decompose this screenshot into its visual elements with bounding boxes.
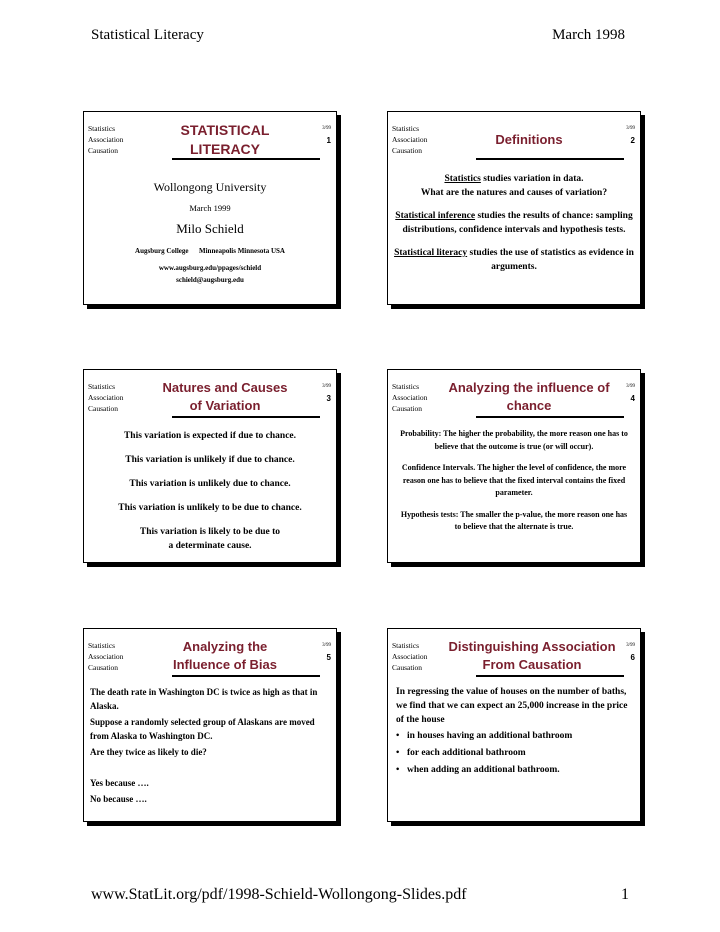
slide-sidebar bbox=[392, 123, 427, 156]
slide-date: 3/99 bbox=[322, 643, 331, 648]
statement-line: This variation is unlikely due to chance. bbox=[129, 479, 291, 489]
term-literacy: Statistical literacy bbox=[394, 248, 468, 258]
sidebar-statistics: Statistics bbox=[392, 382, 420, 391]
slide-body bbox=[90, 686, 330, 807]
slide-title bbox=[434, 379, 624, 415]
definition-statistics bbox=[394, 172, 634, 186]
affiliation-city: Minneapolis Minnesota USA bbox=[199, 247, 285, 255]
sidebar-statistics: Statistics bbox=[392, 124, 420, 133]
slide-sidebar bbox=[88, 123, 123, 156]
sidebar-causation: Causation bbox=[392, 404, 422, 413]
slide-title-line-2: From Causation bbox=[482, 657, 582, 672]
slide-body bbox=[396, 685, 634, 777]
sidebar-causation: Causation bbox=[88, 404, 118, 413]
slide-title-line-2: Influence of Bias bbox=[172, 657, 278, 672]
statement-line: This variation is likely to be due to bbox=[139, 527, 281, 537]
statement-line: This variation is expected if due to chance. bbox=[123, 431, 297, 441]
slide-body bbox=[394, 172, 634, 274]
definition-inference bbox=[394, 209, 634, 237]
affiliation-college: Augsburg College bbox=[135, 247, 189, 255]
sidebar-statistics: Statistics bbox=[88, 641, 116, 650]
slide-sidebar bbox=[392, 640, 427, 673]
sidebar-association: Association bbox=[88, 393, 124, 402]
slide-title: Definitions bbox=[495, 132, 563, 147]
slide-number: 6 bbox=[630, 653, 635, 662]
slide-date: 3/99 bbox=[322, 126, 331, 131]
sidebar-statistics: Statistics bbox=[392, 641, 420, 650]
scenario-paragraph: Suppose a randomly selected group of Alaskans are moved from Alaska to Washington DC. bbox=[90, 717, 315, 741]
statement-line: This variation is unlikely to be due to chance. bbox=[118, 503, 302, 513]
slide-title-line-1: Natures and Causes bbox=[162, 380, 288, 395]
term-inference: Statistical inference bbox=[395, 211, 476, 221]
slide-number: 4 bbox=[630, 394, 635, 403]
slide-body bbox=[400, 428, 628, 534]
slide-title-line-1: Analyzing the bbox=[182, 639, 268, 654]
header-date: March 1998 bbox=[552, 27, 625, 43]
hypothesis-paragraph: Hypothesis tests: The smaller the p-value, the more reason one has to believe that the alternate is true. bbox=[400, 509, 628, 531]
slide-title-line-1: STATISTICAL bbox=[180, 122, 270, 138]
title-rule bbox=[172, 675, 320, 677]
slide-body bbox=[90, 180, 330, 284]
sidebar-association: Association bbox=[392, 135, 428, 144]
term-statistics: Statistics bbox=[444, 174, 481, 184]
sidebar-association: Association bbox=[88, 652, 124, 661]
slide-body bbox=[90, 429, 330, 553]
header-title: Statistical Literacy bbox=[91, 27, 204, 43]
definition-literacy bbox=[394, 246, 634, 274]
definition-text: studies variation in data. bbox=[480, 174, 584, 184]
slide-title-line-1: Analyzing the influence of bbox=[448, 380, 610, 395]
slide-date: 3/99 bbox=[626, 384, 635, 389]
author: Milo Schield bbox=[176, 221, 244, 236]
bullet-item: • in houses having an additional bathroom bbox=[396, 729, 634, 743]
slide-title bbox=[130, 121, 320, 159]
sidebar-association: Association bbox=[392, 393, 428, 402]
slide-4 bbox=[387, 369, 641, 563]
slide-1 bbox=[83, 111, 337, 305]
definition-text: studies the results of chance: sampling distributions, confidence intervals and hypothesis tests. bbox=[402, 211, 633, 235]
talk-date: March 1999 bbox=[189, 203, 231, 213]
slide-title-line-2: chance bbox=[506, 398, 552, 413]
regression-paragraph: In regressing the value of houses on the number of baths, we find that we can expect an 25,000 increase in the price of the house bbox=[396, 687, 628, 725]
sidebar-statistics: Statistics bbox=[88, 124, 116, 133]
premise-paragraph: The death rate in Washington DC is twice as high as that in Alaska. bbox=[90, 687, 318, 711]
slide-number: 2 bbox=[630, 136, 635, 145]
title-rule bbox=[476, 675, 624, 677]
slide-5 bbox=[83, 628, 337, 822]
question-line: What are the natures and causes of variation? bbox=[420, 188, 608, 198]
sidebar-association: Association bbox=[88, 135, 124, 144]
slide-title bbox=[130, 379, 320, 415]
slide-date: 3/99 bbox=[322, 384, 331, 389]
bullet-list bbox=[396, 729, 634, 777]
title-rule bbox=[172, 416, 320, 418]
footer-page-number: 1 bbox=[621, 886, 629, 903]
sidebar-causation: Causation bbox=[88, 663, 118, 672]
slide-date: 3/99 bbox=[626, 126, 635, 131]
sidebar-causation: Causation bbox=[88, 146, 118, 155]
sidebar-causation: Causation bbox=[392, 663, 422, 672]
slide-number: 5 bbox=[326, 653, 331, 662]
slide-title bbox=[130, 638, 320, 674]
slide-number: 3 bbox=[326, 394, 331, 403]
slide-3 bbox=[83, 369, 337, 563]
answer-no: No because …. bbox=[90, 794, 147, 804]
confidence-paragraph: Confidence Intervals. The higher the level of confidence, the more reason one has to believe that the fixed interval contains the fixed parameter. bbox=[401, 463, 627, 497]
email-address: schield@augsburg.edu bbox=[176, 276, 244, 284]
affiliation bbox=[90, 247, 330, 255]
title-rule bbox=[172, 158, 320, 160]
slide-title bbox=[440, 638, 624, 674]
slide-sidebar bbox=[88, 381, 123, 414]
title-rule bbox=[476, 158, 624, 160]
slide-number: 1 bbox=[326, 136, 331, 145]
statement-line: This variation is unlikely if due to chance. bbox=[125, 455, 295, 465]
title-rule bbox=[476, 416, 624, 418]
web-address: www.augsburg.edu/ppages/schield bbox=[158, 264, 262, 272]
definition-text: studies the use of statistics as evidence in arguments. bbox=[467, 248, 634, 272]
bullet-item: • for each additional bathroom bbox=[396, 746, 634, 760]
statement-line: a determinate cause. bbox=[168, 541, 252, 551]
sidebar-causation: Causation bbox=[392, 146, 422, 155]
slide-title-line-2: LITERACY bbox=[190, 141, 260, 157]
university: Wollongong University bbox=[153, 180, 267, 194]
slide-2 bbox=[387, 111, 641, 305]
probability-paragraph: Probability: The higher the probability, the more reason one has to believe that the outcome is true (or will occur). bbox=[400, 429, 628, 451]
slide-sidebar bbox=[392, 381, 427, 414]
sidebar-association: Association bbox=[392, 652, 428, 661]
answer-yes: Yes because …. bbox=[90, 777, 149, 788]
footer-url: www.StatLit.org/pdf/1998-Schield-Wollongong-Slides.pdf bbox=[91, 886, 467, 903]
question-paragraph: Are they twice as likely to die? bbox=[90, 747, 207, 757]
slide-6 bbox=[387, 628, 641, 822]
slide-date: 3/99 bbox=[626, 643, 635, 648]
slide-sidebar bbox=[88, 640, 123, 673]
slide-title-line-2: of Variation bbox=[189, 398, 261, 413]
bullet-item: • when adding an additional bathroom. bbox=[396, 763, 634, 777]
slide-title-line-1: Distinguishing Association bbox=[448, 639, 616, 654]
sidebar-statistics: Statistics bbox=[88, 382, 116, 391]
